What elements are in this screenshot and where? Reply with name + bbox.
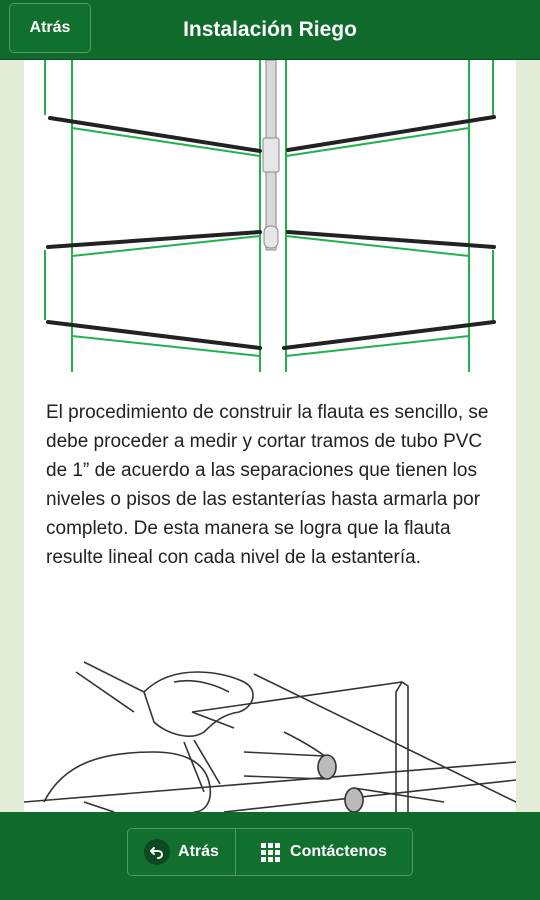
footer-back-button[interactable] — [128, 829, 236, 875]
footer-back-label: Atrás — [178, 843, 219, 860]
back-button[interactable]: Atrás — [9, 3, 91, 53]
contact-label: Contáctenos — [290, 843, 387, 860]
description-paragraph: El procedimiento de construir la flauta es sencillo, se debe proceder a medir y cortar tramos de tubo PVC de 1” de acuerdo a las separaciones que tienen los niveles o pisos de las estanterías hasta armarla por completo. De esta manera se logra que la flauta resulte lineal con cada nivel de la estantería. — [46, 402, 489, 568]
footer-button-group — [127, 828, 413, 876]
footer-bar — [0, 812, 540, 900]
page-title: Instalación Riego — [183, 18, 357, 41]
undo-arrow-icon — [144, 839, 170, 865]
shelf-flute-illustration — [24, 60, 516, 372]
content-panel — [24, 60, 516, 812]
contact-button[interactable] — [236, 829, 412, 875]
header-bar — [0, 0, 540, 60]
grid-icon — [261, 843, 280, 862]
pipe-cutting-illustration — [24, 652, 516, 812]
